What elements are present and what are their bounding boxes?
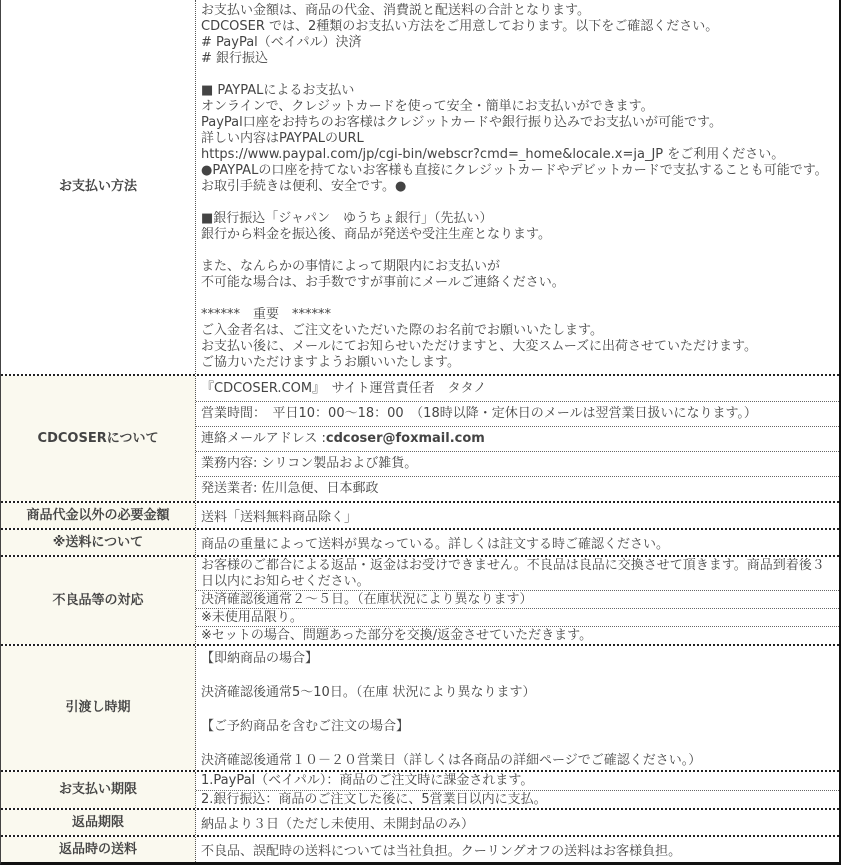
text-line: ご協力いただけますようお願いいたします。 [201, 355, 460, 370]
section-delivery-time [1, 644, 839, 770]
about-label: CDCOSERについて [1, 376, 196, 501]
text-line: 決済確認後通常5～10日。（在庫 状況により異なります） [201, 685, 536, 700]
preorder-heading: 【ご予約商品を含むご注文の場合】 [201, 719, 410, 734]
section-payment-deadline [1, 770, 839, 808]
payment-deadline-rows [196, 772, 839, 808]
text-line: お取引手続きは便利、安全です。● [201, 179, 407, 194]
shipping-carrier-row: 発送業者: 佐川急便、日本郵政 [196, 476, 839, 501]
text-line: 不可能な場合は、お手数ですが事前にメールご連絡ください。 [201, 275, 565, 290]
section-extra-fees [1, 501, 839, 528]
payment-method-label: お支払い方法 [1, 0, 196, 374]
blank-line [201, 667, 837, 684]
paypal-section-heading: ■ PAYPALによるお支払い [201, 83, 355, 98]
paypal-url-line: https://www.paypal.com/jp/cgi-bin/webscr?cmd=_home&locale.x=ja_JP をご利用ください。 [201, 147, 785, 162]
section-return-shipping [1, 835, 839, 862]
bank-deadline-row: 2.銀行振込：商品のご注文した後に、5営業日以内に支払。 [196, 790, 839, 808]
site-operator-row: 『CDCOSER.COM』 サイト運営責任者 タタノ [201, 380, 487, 396]
business-hours-row: 営業時間： 平日10：00～18：00 （18時以降・定休日のメールは翌営業日扱いになります。） [196, 401, 839, 426]
return-deadline-label: 返品期限 [1, 810, 196, 835]
defective-rows [196, 557, 839, 644]
text-line: PayPal口座をお持ちのお客様はクレジットカードや銀行振り込みでお支払いが可能です。 [201, 115, 722, 130]
payment-deadline-label: お支払い期限 [1, 772, 196, 808]
section-defective-items [1, 555, 839, 644]
blank-line [201, 243, 837, 259]
payment-method-content [196, 0, 839, 374]
text-line: # PayPal（ベイパル）決済 [201, 35, 362, 50]
text-line: お支払い金額は、商品の代金、消費説と配送料の合計となります。 [201, 3, 590, 18]
set-exchange-row: ※セットの場合、問題あった部分を交換/返金させていただきます。 [196, 626, 839, 644]
blank-line [201, 195, 837, 211]
text-line: # 銀行振込 [201, 51, 269, 66]
blank-line [201, 701, 837, 718]
unused-only-row: ※未使用品限り。 [196, 608, 839, 626]
section-shipping-note [1, 528, 839, 555]
text-line: また、なんらかの事情によって期限内にお支払いが [201, 259, 501, 274]
shipping-note-label: ※送料について [1, 530, 196, 555]
section-return-deadline [1, 808, 839, 835]
important-heading: ****** 重要 ****** [201, 307, 332, 322]
text-line: オンラインで、クレジットカードを使って安全・簡単にお支払いができます。 [201, 99, 654, 114]
contact-email: cdcoser@foxmail.com [325, 431, 485, 446]
defective-items-label: 不良品等の対応 [1, 557, 196, 644]
delivery-time-content [196, 646, 839, 770]
about-rows [196, 376, 839, 501]
blank-line [201, 67, 837, 83]
text-line: ●PAYPALの口座を持てないお客様も直接にクレジットカードやデビットカードで支払することも可能です。 [201, 163, 828, 178]
business-description-row: 業務内容: シリコン製品および雑貨。 [196, 451, 839, 476]
text-line: 決済確認後通常１０－２０営業日（詳しくは各商品の詳細ページでご確認ください。） [201, 753, 702, 768]
contact-email-label: 連絡メールアドレス : [201, 431, 326, 446]
section-about-cdcoser [1, 374, 839, 501]
return-shipping-label: 返品時の送料 [1, 837, 196, 862]
extra-fees-text: 送料「送料無料商品除く」 [201, 510, 358, 525]
bank-transfer-heading: ■銀行振込「ジャパン ゆうちょ銀行」（先払い） [201, 211, 493, 226]
return-shipping-text: 不良品、誤配時の送料については当社負担。クーリングオフの送料はお客様負担。 [201, 844, 682, 859]
exchange-time-row: 決済確認後通常２～５日。（在庫状況により異なります） [196, 590, 839, 608]
contact-email-row [196, 426, 839, 451]
return-deadline-text: 納品より３日（ただし未使用、未開封品のみ） [201, 817, 475, 832]
text-line: CDCOSER では、2種類のお支払い方法をご用意しております。以下をご確認ください。 [201, 19, 719, 34]
extra-fees-label: 商品代金以外の必要金額 [1, 503, 196, 528]
text-line: 詳しい内容はPAYPALのURL [201, 131, 364, 146]
blank-line [201, 735, 837, 752]
text-line: 銀行から料金を振込後、商品が発送や受注生産となります。 [201, 227, 551, 242]
blank-line [201, 291, 837, 307]
paypal-deadline-row: 1.PayPal（ベイパル）：商品のご注文時に課金されます。 [201, 773, 534, 788]
in-stock-heading: 【即納商品の場合】 [201, 651, 319, 666]
section-payment-method [1, 0, 839, 374]
text-line: ご入金者名は、ご注文をいただいた際のお名前でお願いいたします。 [201, 323, 603, 338]
return-policy-row: お客様のご都合による返品・返金はお受けできません。不良品は良品に交換させて頂きます。商品到着後３日以内にお知らせください。 [201, 558, 825, 589]
delivery-time-label: 引渡し時期 [1, 646, 196, 770]
text-line: お支払い後に、メールにてお知らせいただけますと、大変スムーズに出荷させていただけます。 [201, 339, 758, 354]
shipping-note-text: 商品の重量によって送料が異なっている。詳しくは註文する時ご確認ください。 [201, 537, 670, 552]
